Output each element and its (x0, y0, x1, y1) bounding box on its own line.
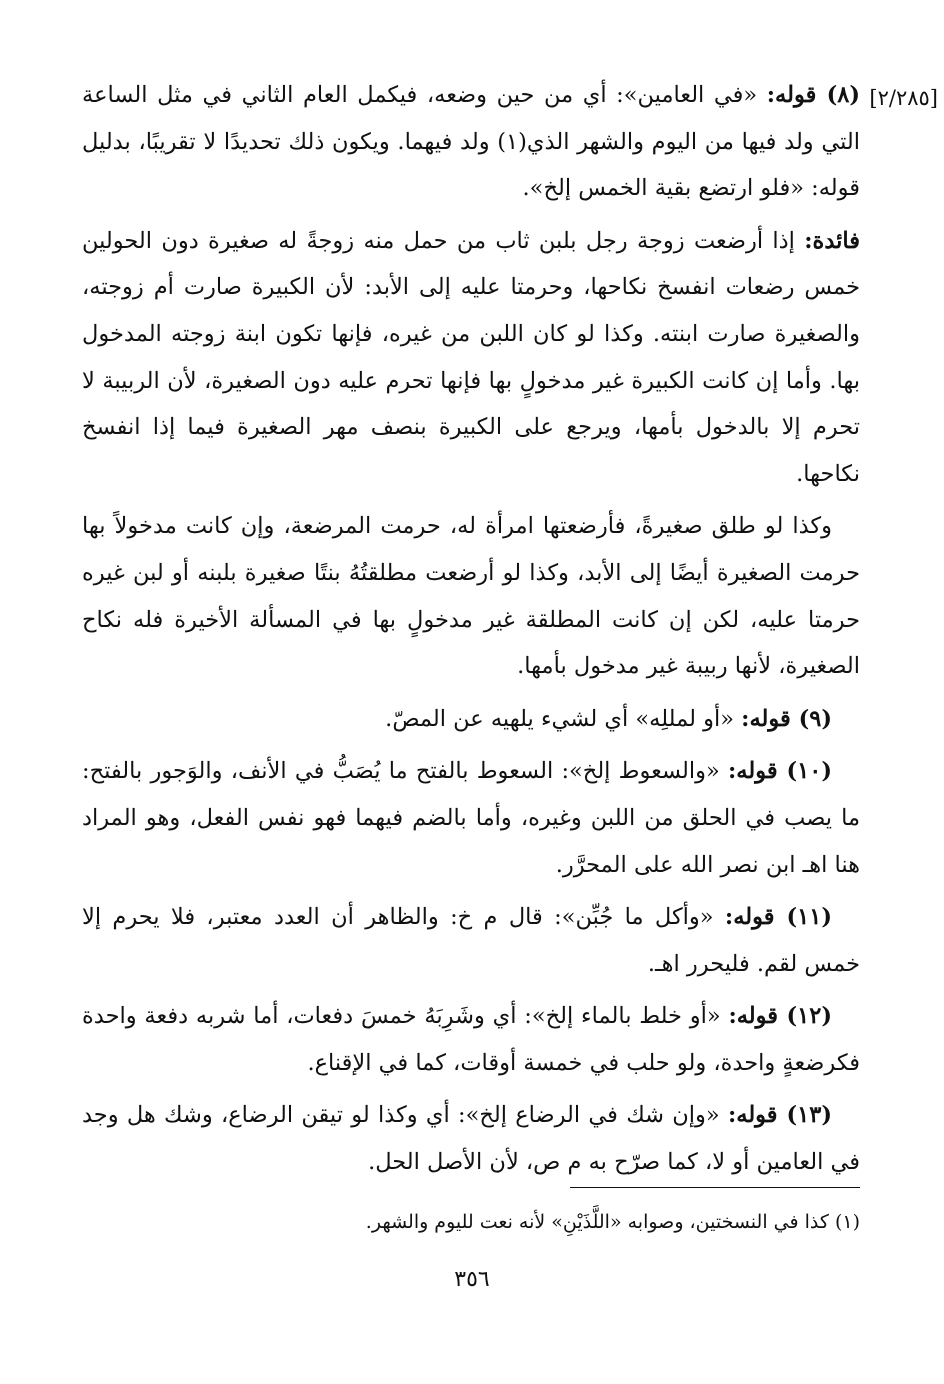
paragraph-13 (82, 1092, 860, 1185)
paragraph-11 (82, 894, 860, 987)
note-heading: (٨) قوله: (766, 82, 860, 108)
note-text: «أو لمللِه» أي لشيء يلهيه عن المصّ. (385, 705, 742, 732)
note-heading: فائدة: (804, 227, 860, 254)
note-heading: (١٠) قوله: (728, 758, 832, 785)
paragraph-continuation (82, 503, 860, 689)
note-heading: (١١) قوله: (724, 904, 832, 931)
footnote-separator (570, 1187, 860, 1188)
note-heading: (١٢) قوله: (728, 1003, 832, 1030)
note-text: إذا أرضعت زوجة رجل بلبن ثاب من حمل منه زوجةً له صغيرة دون الحولين خمس رضعات انفسخ نكاحها، وحرمتا عليه إلى الأبد: لأن الكبيرة صارت أم زوجته، والصغيرة صارت ابنته. وكذا لو كان اللبن من غيره، فإنها تكون ابنة زوجته المدخول بها. وأما إن كانت الكبيرة غير مدخولٍ بها فإنها تحرم عليه دون الصغيرة، لأن الربيبة لا تحرم إلا بالدخول بأمها، ويرجع على الكبيرة بنصف مهر الصغيرة فيما إذا انفسخ نكاحها. (82, 227, 860, 487)
paragraph-8 (82, 72, 860, 212)
page-number: ٣٥٦ (454, 1267, 490, 1292)
paragraph-10 (82, 748, 860, 888)
note-heading: (٩) قوله: (741, 705, 832, 732)
footnote: (١) كذا في النسختين، وصوابه «اللَّذَيْنِ» لأنه نعت لليوم والشهر. (365, 1211, 860, 1233)
note-text: «وأكل ما جُبِّن»: قال م خ: والظاهر أن العدد معتبر، فلا يحرم إلا خمس لقم. فليحرر اهـ. (82, 904, 860, 977)
volume-page-reference: [٢/٢٨٥] (869, 86, 938, 110)
note-text: «وإن شك في الرضاع إلخ»: أي وكذا لو تيقن الرضاع، وشك هل وجد في العامين أو لا، كما صرّح به م ص، لأن الأصل الحل. (82, 1102, 860, 1176)
paragraph-12 (82, 993, 860, 1086)
note-text: «والسعوط إلخ»: السعوط بالفتح ما يُصَبُّ في الأنف، والوَجور بالفتح: ما يصب في الحلق من اللبن وغيره، وأما بالضم فيهما فهو نفس الفعل، وهو المراد هنا اهـ ابن نصر الله على المحرَّر. (82, 758, 861, 878)
note-text: وكذا لو طلق صغيرةً، فأرضعتها امرأة له، حرمت المرضعة، وإن كانت مدخولاً بها حرمت الصغيرة أيضًا إلى الأبد، وكذا لو أرضعت مطلقتُهُ بنتًا صغيرة بلبنه أو لبن غيره حرمتا عليه، لكن إن كانت المطلقة غير مدخولٍ بها في المسألة الأخيرة فله نكاح الصغيرة، لأنها ربيبة غير مدخول بأمها. (82, 513, 860, 680)
paragraph-faida (82, 218, 860, 498)
note-text: «أو خلط بالماء إلخ»: أي وشَرِبَهُ خمسَ دفعات، أما شربه دفعة واحدة فكرضعةٍ واحدة، ولو حلب في خمسة أوقات، كما في الإقناع. (82, 1003, 860, 1076)
note-text: «في العامين»: أي من حين وضعه، فيكمل العام الثاني في مثل الساعة التي ولد فيها من اليوم والشهر الذي(١) ولد فيهما. ويكون ذلك تحديدًا لا تقريبًا، بدليل قوله: «فلو ارتضع بقية الخمس إلخ». (82, 82, 860, 202)
paragraph-9 (82, 696, 860, 743)
note-heading: (١٣) قوله: (727, 1102, 832, 1129)
main-text (82, 72, 860, 1192)
